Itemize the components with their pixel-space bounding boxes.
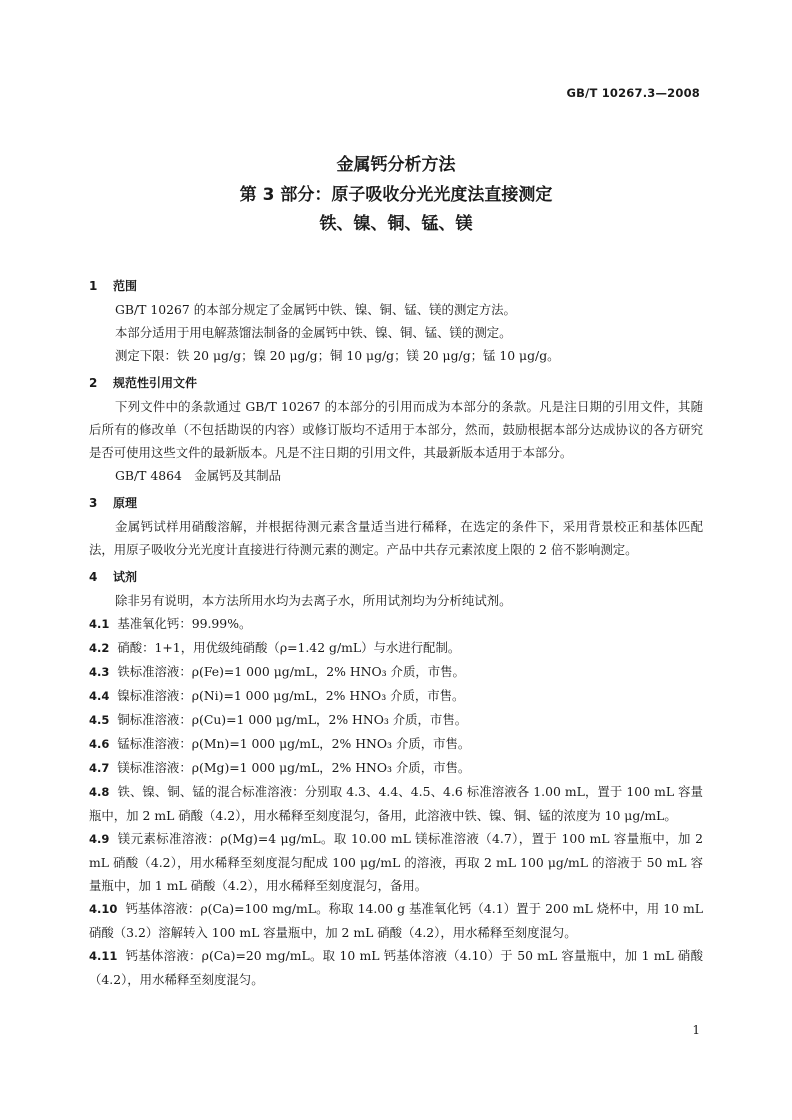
paragraph: 金属钙试样用硝酸溶解，并根据待测元素含量适当进行稀释，在选定的条件下，采用背景校正和基体匹配法，用原子吸收分光光度计直接进行待测元素的测定。产品中共存元素浓度上限的 2 倍不影响测定。	[89, 519, 703, 557]
section-title: 规范性引用文件	[113, 376, 198, 390]
section-number: 3	[89, 496, 98, 510]
document-title-line2: 第 3 部分：原子吸收分光光度法直接测定	[239, 185, 553, 205]
item-text: 铜标准溶液：ρ(Cu)=1 000 μg/mL，2% HNO₃ 介质，市售。	[117, 712, 468, 727]
item-number: 4.10	[89, 902, 118, 916]
reagent-item	[89, 827, 703, 897]
section-heading-4	[89, 566, 703, 589]
section-heading-3	[89, 492, 703, 515]
item-number: 4.8	[89, 785, 110, 799]
standard-number: GB/T 10267.3—2008	[566, 86, 700, 100]
paragraph: 除非另有说明，本方法所用水均为去离子水，所用试剂均为分析纯试剂。	[115, 593, 512, 608]
item-number: 4.3	[89, 665, 110, 679]
item-number: 4.6	[89, 737, 110, 751]
reagent-item	[89, 708, 703, 732]
section-title: 原理	[113, 496, 138, 510]
paragraph: 测定下限：铁 20 μg/g；镍 20 μg/g；铜 10 μg/g；镁 20 μg/g；锰 10 μg/g。	[115, 348, 560, 363]
page-number: 1	[692, 1023, 700, 1037]
section-heading-2	[89, 372, 703, 395]
item-number: 4.9	[89, 832, 110, 846]
section-title: 试剂	[113, 570, 138, 584]
section-number: 4	[89, 570, 98, 584]
reagent-item	[89, 684, 703, 708]
item-text: 铁、镍、铜、锰的混合标准溶液：分别取 4.3、4.4、4.5、4.6 标准溶液各 1.00 mL，置于 100 mL 容量瓶中，加 2 mL 硝酸（4.2），用水稀释至刻度混匀，备用，此溶液中铁、镍、铜、锰的浓度为 10 μg/mL。	[89, 784, 703, 823]
reagent-item	[89, 612, 703, 636]
item-number: 4.2	[89, 641, 110, 655]
item-number: 4.11	[89, 949, 118, 963]
section-number: 2	[89, 376, 98, 390]
item-number: 4.7	[89, 761, 110, 775]
paragraph: 本部分适用于用电解蒸馏法制备的金属钙中铁、镍、铜、锰、镁的测定。	[115, 325, 512, 340]
item-text: 钙基体溶液：ρ(Ca)=20 mg/mL。取 10 mL 钙基体溶液（4.10）于 50 mL 容量瓶中，加 1 mL 硝酸（4.2），用水稀释至刻度混匀。	[89, 948, 703, 987]
document-title-line1: 金属钙分析方法	[336, 155, 456, 175]
document-body	[89, 270, 703, 991]
item-text: 镁元素标准溶液：ρ(Mg)=4 μg/mL。取 10.00 mL 镁标准溶液（4.7），置于 100 mL 容量瓶中，加 2 mL 硝酸（4.2），用水稀释至刻度混匀配成 100 μg/mL 的溶液，再取 2 mL 100 μg/mL 的溶液于 50 mL 容量瓶中，加 1 mL 硝酸（4.2），用水稀释至刻度混匀，备用。	[89, 831, 703, 893]
reagent-item	[89, 780, 703, 827]
reagent-item	[89, 660, 703, 684]
item-text: 镁标准溶液：ρ(Mg)=1 000 μg/mL，2% HNO₃ 介质，市售。	[117, 760, 471, 775]
item-text: 硝酸：1+1，用优级纯硝酸（ρ=1.42 g/mL）与水进行配制。	[117, 640, 461, 655]
item-text: 锰标准溶液：ρ(Mn)=1 000 μg/mL，2% HNO₃ 介质，市售。	[117, 736, 471, 751]
reagent-item	[89, 756, 703, 780]
reagent-item	[89, 732, 703, 756]
paragraph: 下列文件中的条款通过 GB/T 10267 的本部分的引用而成为本部分的条款。凡是注日期的引用文件，其随后所有的修改单（不包括勘误的内容）或修订版均不适用于本部分，然而，鼓励根据本部分达成协议的各方研究是否可使用这些文件的最新版本。凡是不注日期的引用文件，其最新版本适用于本部分。	[89, 399, 703, 460]
item-text: 基准氧化钙：99.99%。	[117, 616, 252, 631]
item-text: 镍标准溶液：ρ(Ni)=1 000 μg/mL，2% HNO₃ 介质，市售。	[117, 688, 465, 703]
item-number: 4.4	[89, 689, 110, 703]
document-title-line3: 铁、镍、铜、锰、镁	[319, 214, 473, 234]
reagent-item	[89, 944, 703, 991]
item-text: 钙基体溶液：ρ(Ca)=100 mg/mL。称取 14.00 g 基准氧化钙（4.1）置于 200 mL 烧杯中，用 10 mL 硝酸（3.2）溶解转入 100 mL 容量瓶中，加 2 mL 硝酸（4.2），用水稀释至刻度混匀。	[89, 901, 703, 940]
item-number: 4.5	[89, 713, 110, 727]
reference-entry: GB/T 4864 金属钙及其制品	[115, 468, 282, 483]
section-title: 范围	[113, 279, 138, 293]
paragraph: GB/T 10267 的本部分规定了金属钙中铁、镍、铜、锰、镁的测定方法。	[115, 302, 516, 317]
reagent-item	[89, 636, 703, 660]
item-text: 铁标准溶液：ρ(Fe)=1 000 μg/mL，2% HNO₃ 介质，市售。	[117, 664, 465, 679]
section-heading-1	[89, 275, 703, 298]
section-number: 1	[89, 279, 98, 293]
item-number: 4.1	[89, 617, 110, 631]
reagent-item	[89, 897, 703, 944]
